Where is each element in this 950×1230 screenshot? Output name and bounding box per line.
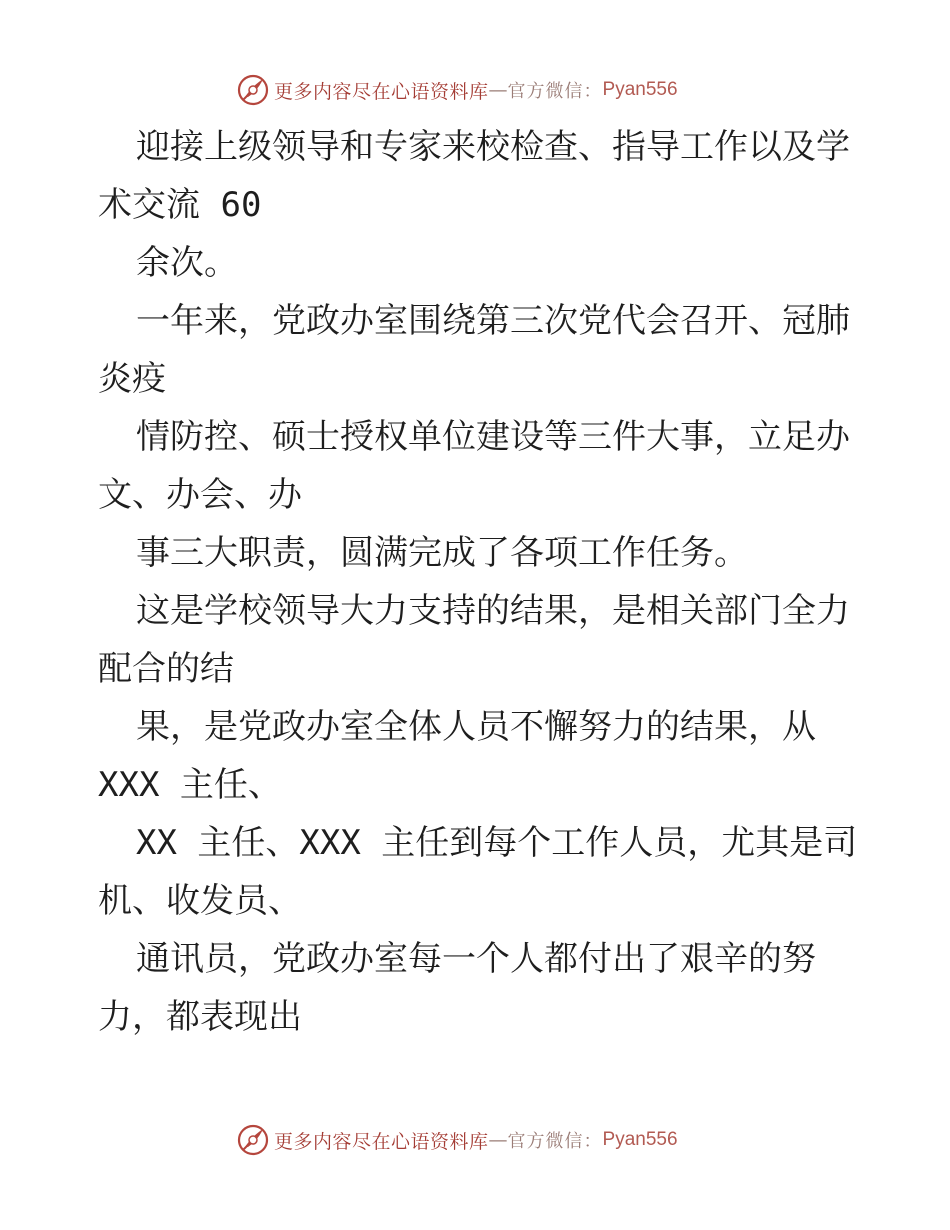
text-line: 配合的结 [98,649,234,689]
text-line: 一年来，党政办室围绕第三次党代会召开、冠肺 [136,301,850,341]
text-line: 文、办会、办 [98,475,302,515]
text-line: 机、收发员、 [98,881,302,921]
banner-wechat-id: Pyan556 [602,1129,678,1150]
quill-logo-icon [236,1123,270,1157]
banner-wechat-label: 官方微信： [507,81,603,102]
banner-text: 更多内容尽在心语资料库 [274,1130,489,1153]
header-watermark-banner [236,72,678,108]
text-line: 力，都表现出 [98,997,302,1037]
text-line: XXX 主任、 [98,765,282,805]
text-line: 余次。 [136,243,238,283]
text-line: 情防控、硕士授权单位建设等三件大事，立足办 [136,417,850,457]
banner-wechat-id: Pyan556 [602,79,678,100]
text-line: 通讯员，党政办室每一个人都付出了艰辛的努 [136,939,816,979]
banner-separator: — [488,79,508,101]
text-line: 术交流 60 [98,185,262,225]
banner-separator: — [488,1129,508,1151]
text-line: 事三大职责，圆满完成了各项工作任务。 [136,533,748,573]
quill-logo-icon [236,73,270,107]
banner-text: 更多内容尽在心语资料库 [274,80,489,103]
text-line: 炎疫 [98,359,166,399]
text-line: 这是学校领导大力支持的结果，是相关部门全力 [136,591,850,631]
banner-wechat-label: 官方微信： [507,1131,603,1152]
text-line: 果，是党政办室全体人员不懈努力的结果，从 [136,707,816,747]
text-line: 迎接上级领导和专家来校检查、指导工作以及学 [136,127,850,167]
text-line: XX 主任、XXX 主任到每个工作人员，尤其是司 [136,823,858,863]
footer-watermark-banner [236,1122,678,1158]
body-text [98,118,858,1046]
